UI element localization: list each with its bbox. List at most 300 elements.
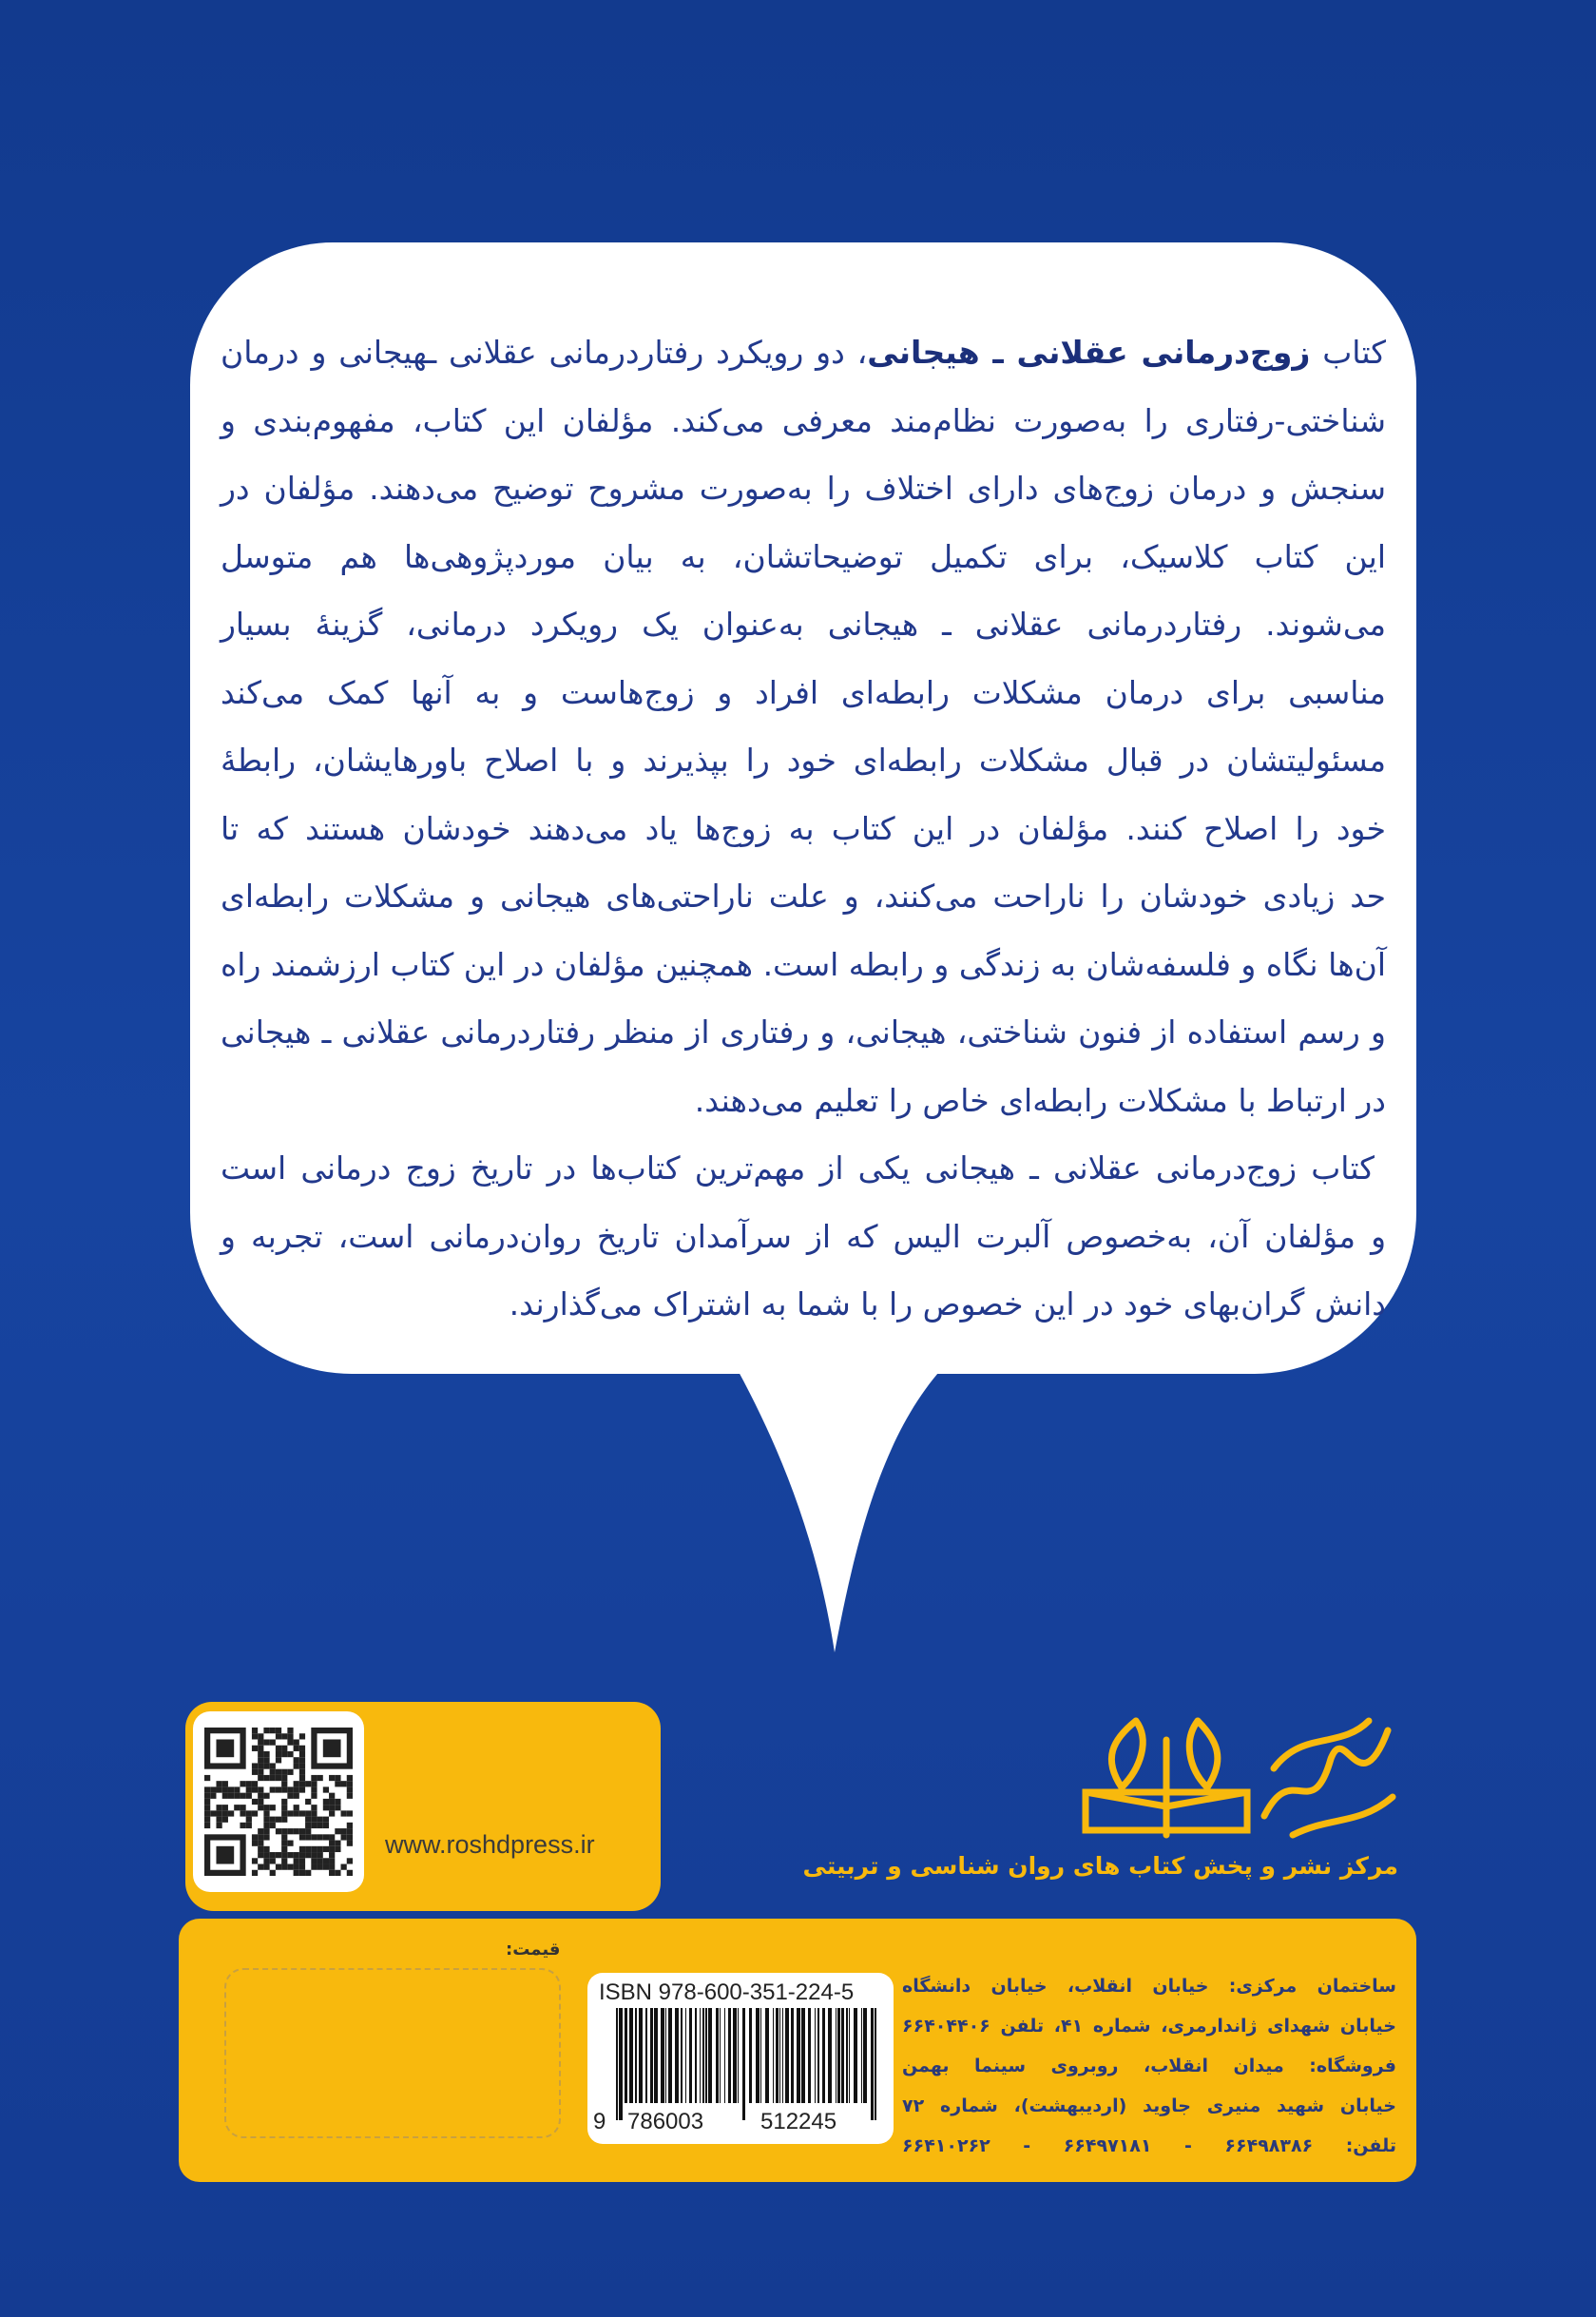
qr-module	[263, 1828, 269, 1834]
qr-module	[329, 1799, 335, 1805]
description-line: این کتاب کلاسیک، برای تکمیل توضیحاتشان، به بیان موردپژوهی‌ها هم متوسل	[221, 537, 1386, 575]
qr-module	[204, 1823, 210, 1828]
barcode-bar	[619, 2008, 623, 2120]
barcode-bar	[700, 2008, 701, 2103]
qr-module	[263, 1846, 269, 1852]
qr-module	[216, 1810, 221, 1816]
qr-module	[287, 1786, 293, 1792]
qr-module	[276, 1864, 281, 1870]
qr-module	[281, 1852, 287, 1858]
qr-module	[299, 1846, 305, 1852]
qr-module	[281, 1799, 287, 1805]
qr-module	[263, 1810, 269, 1816]
qr-module	[287, 1751, 293, 1757]
qr-module	[204, 1805, 210, 1810]
barcode-bar	[681, 2008, 683, 2103]
qr-module	[341, 1781, 347, 1786]
barcode-bar	[708, 2008, 712, 2103]
barcode-bar	[675, 2008, 679, 2103]
qr-module	[246, 1823, 252, 1828]
description-line: و رسم استفاده از فنون شناختی، هیجانی، و رفتاری از منظر رفتاردرمانی عقلانی ـ هیجانی	[221, 1014, 1386, 1051]
qr-module	[347, 1786, 353, 1792]
qr-module	[270, 1739, 276, 1745]
qr-module	[294, 1828, 299, 1834]
qr-module	[299, 1763, 305, 1768]
qr-module	[323, 1786, 329, 1792]
barcode-bar	[716, 2008, 719, 2103]
qr-module	[329, 1775, 335, 1781]
qr-module	[276, 1786, 281, 1792]
qr-module	[347, 1781, 353, 1786]
barcode-bar	[871, 2008, 874, 2120]
qr-module	[329, 1846, 335, 1852]
qr-module	[252, 1858, 258, 1863]
text-segment: کتاب	[1310, 334, 1386, 371]
qr-module	[294, 1852, 299, 1858]
barcode-bar	[733, 2008, 737, 2103]
qr-module	[299, 1852, 305, 1858]
barcode-bar	[685, 2008, 686, 2103]
qr-module	[263, 1858, 269, 1863]
barcode-digit: 9	[593, 2109, 606, 2134]
price-label: قیمت:	[506, 1940, 561, 1960]
barcode-bar	[705, 2008, 707, 2103]
qr-module	[294, 1858, 299, 1863]
qr-module	[323, 1799, 329, 1805]
qr-module	[276, 1852, 281, 1858]
qr-module	[347, 1810, 353, 1816]
qr-module	[222, 1817, 228, 1823]
description-line: و مؤلفان آن، به‌خصوص آلبرت الیس که از سرآمدان تاریخ روان‌درمانی است، تجربه و	[221, 1217, 1386, 1255]
qr-module	[258, 1852, 263, 1858]
qr-module	[263, 1763, 269, 1768]
qr-module	[299, 1733, 305, 1739]
qr-module	[311, 1864, 317, 1870]
qr-module	[281, 1769, 287, 1775]
qr-module	[270, 1823, 276, 1828]
qr-module	[216, 1786, 221, 1792]
qr-module	[341, 1864, 347, 1870]
qr-module	[258, 1864, 263, 1870]
qr-module	[335, 1805, 340, 1810]
qr-module	[281, 1775, 287, 1781]
qr-module	[216, 1781, 221, 1786]
qr-module	[270, 1728, 276, 1733]
qr-module	[305, 1823, 311, 1828]
qr-module	[341, 1834, 347, 1840]
qr-module	[299, 1781, 305, 1786]
qr-module	[317, 1823, 323, 1828]
qr-module	[299, 1864, 305, 1870]
qr-module	[299, 1786, 305, 1792]
qr-module	[263, 1834, 269, 1840]
qr-module	[258, 1799, 263, 1805]
barcode-bar	[782, 2008, 783, 2103]
qr-module	[222, 1793, 228, 1799]
description-line	[221, 319, 1386, 387]
qr-module	[252, 1769, 258, 1775]
qr-module	[287, 1728, 293, 1733]
qr-module	[258, 1763, 263, 1768]
qr-module	[311, 1793, 317, 1799]
qr-module	[240, 1793, 245, 1799]
barcode-bar	[776, 2008, 779, 2103]
qr-module	[204, 1775, 210, 1781]
qr-module	[294, 1810, 299, 1816]
qr-module	[305, 1852, 311, 1858]
barcode-bar	[837, 2008, 840, 2103]
qr-module	[311, 1810, 317, 1816]
qr-module	[246, 1810, 252, 1816]
qr-module	[311, 1834, 317, 1840]
qr-module	[204, 1786, 210, 1792]
barcode-bar	[689, 2008, 692, 2103]
price-box	[224, 1968, 561, 2138]
barcode-bar	[863, 2008, 867, 2103]
barcode-bar	[625, 2008, 627, 2103]
barcode-bar	[749, 2008, 752, 2103]
qr-module	[335, 1799, 340, 1805]
qr-module	[305, 1846, 311, 1852]
qr-module	[329, 1793, 335, 1799]
barcode-digit: 512245	[760, 2109, 837, 2134]
qr-module	[281, 1846, 287, 1852]
qr-module	[281, 1858, 287, 1863]
qr-module	[294, 1781, 299, 1786]
qr-module	[281, 1786, 287, 1792]
description-line: دانش گران‌بهای خود در این خصوص را با شما به اشتراک می‌گذارند.	[509, 1285, 1386, 1323]
qr-module	[281, 1746, 287, 1751]
qr-module	[270, 1870, 276, 1876]
barcode-bar	[822, 2008, 825, 2103]
qr-module	[323, 1846, 329, 1852]
qr-module	[305, 1834, 311, 1840]
qr-module	[263, 1852, 269, 1858]
address-line: خیابان شهید منیری جاوید (اردیبهشت)، شماره ۷۲	[902, 2095, 1396, 2116]
barcode-bar	[650, 2008, 653, 2103]
qr-module	[276, 1769, 281, 1775]
description-line: خود را اصلاح کنند. مؤلفان در این کتاب به زوج‌ها یاد می‌دهند خودشان هستند که تا	[221, 809, 1386, 847]
qr-module	[263, 1739, 269, 1745]
qr-module	[329, 1841, 335, 1846]
book-description	[221, 319, 1386, 1339]
barcode-bar	[629, 2008, 633, 2103]
qr-module	[258, 1846, 263, 1852]
barcode-bar	[635, 2008, 637, 2103]
qr-module	[258, 1828, 263, 1834]
barcode-bar	[815, 2008, 816, 2103]
barcode-digit: 786003	[627, 2109, 704, 2134]
barcode	[608, 2008, 884, 2122]
qr-module	[335, 1828, 340, 1834]
qr-module	[305, 1870, 311, 1876]
qr-module	[294, 1864, 299, 1870]
qr-module	[204, 1817, 210, 1823]
qr-module	[270, 1858, 276, 1863]
qr-module	[323, 1834, 329, 1840]
qr-module	[311, 1823, 317, 1828]
qr-module	[263, 1775, 269, 1781]
qr-module	[240, 1805, 245, 1810]
qr-module	[294, 1739, 299, 1745]
barcode-bar	[724, 2008, 725, 2103]
description-line: می‌شوند. رفتاردرمانی عقلانی ـ هیجانی به‌عنوان یک رویکرد درمانی، گزینهٔ بسیار	[221, 606, 1386, 643]
barcode-bar	[801, 2008, 805, 2103]
qr-module	[258, 1751, 263, 1757]
qr-module	[347, 1775, 353, 1781]
barcode-bar	[616, 2008, 618, 2120]
qr-module	[281, 1781, 287, 1786]
website-link[interactable]: www.roshdpress.ir	[385, 1830, 595, 1859]
qr-module	[276, 1817, 281, 1823]
qr-module	[294, 1757, 299, 1763]
qr-module	[335, 1870, 340, 1876]
qr-module	[252, 1786, 258, 1792]
qr-module	[216, 1823, 221, 1828]
qr-module	[317, 1846, 323, 1852]
qr-module	[323, 1823, 329, 1828]
qr-module	[258, 1786, 263, 1792]
description-line: شناختی-رفتاری را به‌صورت نظام‌مند معرفی می‌کند. مؤلفان این کتاب، مفهوم‌بندی و	[221, 401, 1386, 439]
barcode-bar	[875, 2008, 876, 2120]
qr-module	[281, 1817, 287, 1823]
qr-module	[222, 1805, 228, 1810]
qr-module	[311, 1805, 317, 1810]
barcode-bar	[742, 2008, 745, 2120]
qr-module	[281, 1834, 287, 1840]
qr-module	[258, 1805, 263, 1810]
barcode-bar	[779, 2008, 780, 2103]
publisher-tagline: مرکز نشر و پخش کتاب های روان شناسی و تربیتی	[802, 1852, 1398, 1880]
qr-module	[329, 1852, 335, 1858]
qr-module	[299, 1775, 305, 1781]
qr-module	[317, 1817, 323, 1823]
qr-module	[276, 1757, 281, 1763]
qr-module	[299, 1757, 305, 1763]
qr-module	[234, 1786, 240, 1792]
barcode-bar	[661, 2008, 664, 2103]
qr-module	[299, 1746, 305, 1751]
barcode-bar	[854, 2008, 857, 2103]
qr-module	[294, 1793, 299, 1799]
qr-module	[329, 1834, 335, 1840]
address-line: تلفن: ۶۶۴۹۸۳۸۶ - ۶۶۴۹۷۱۸۱ - ۶۶۴۱۰۲۶۲	[902, 2135, 1396, 2156]
qr-module	[323, 1864, 329, 1870]
qr-module	[335, 1846, 340, 1852]
description-line: سنجش و درمان زوج‌های دارای اختلاف را به‌صورت مشروح توضیح می‌دهند. مؤلفان در	[221, 470, 1386, 507]
qr-module	[294, 1870, 299, 1876]
qr-module	[258, 1841, 263, 1846]
qr-module	[270, 1852, 276, 1858]
qr-module	[287, 1841, 293, 1846]
qr-module	[317, 1775, 323, 1781]
qr-module	[294, 1746, 299, 1751]
isbn-number: ISBN 978-600-351-224-5	[599, 1979, 855, 2005]
qr-module	[305, 1810, 311, 1816]
barcode-bar	[849, 2008, 850, 2103]
qr-module	[258, 1733, 263, 1739]
qr-module	[299, 1834, 305, 1840]
qr-module	[240, 1823, 245, 1828]
barcode-bar	[785, 2008, 789, 2103]
book-title: زوج‌درمانی عقلانی ـ هیجانی	[867, 334, 1311, 371]
qr-module	[252, 1728, 258, 1733]
qr-module	[341, 1828, 347, 1834]
barcode-bar	[728, 2008, 731, 2103]
address-line: فروشگاه: میدان انقلاب، روبروی سینما بهمن	[902, 2056, 1396, 2076]
barcode-bar	[791, 2008, 794, 2103]
qr-module	[276, 1728, 281, 1733]
qr-module	[276, 1746, 281, 1751]
barcode-bar	[760, 2008, 761, 2103]
qr-module	[252, 1763, 258, 1768]
qr-module	[281, 1733, 287, 1739]
address-line: خیابان شهدای ژاندارمری، شماره ۴۱، تلفن ۶۶۴۰۴۴۰۶	[902, 2016, 1396, 2037]
qr-module	[240, 1781, 245, 1786]
qr-module	[240, 1810, 245, 1816]
qr-module	[258, 1793, 263, 1799]
qr-module	[335, 1841, 340, 1846]
qr-module	[299, 1858, 305, 1863]
publisher-logo	[1074, 1702, 1402, 1844]
qr-module	[281, 1810, 287, 1816]
barcode-bar	[841, 2008, 844, 2103]
qr-module	[234, 1805, 240, 1810]
barcode-bar	[828, 2008, 832, 2103]
qr-module	[276, 1828, 281, 1834]
qr-module	[276, 1751, 281, 1757]
barcode-bar	[756, 2008, 760, 2103]
description-line: کتاب زوج‌درمانی عقلانی ـ هیجانی یکی از مهم‌ترین کتاب‌ها در تاریخ زوج درمانی است	[221, 1149, 1375, 1187]
qr-module	[228, 1810, 234, 1816]
qr-module	[204, 1799, 210, 1805]
qr-module	[287, 1733, 293, 1739]
qr-module	[311, 1846, 317, 1852]
qr-module	[281, 1841, 287, 1846]
description-line: در ارتباط با مشکلات رابطه‌ای خاص را تعلیم می‌دهند.	[694, 1081, 1386, 1119]
qr-module	[252, 1746, 258, 1751]
qr-module	[258, 1834, 263, 1840]
qr-module	[329, 1858, 335, 1863]
qr-module	[210, 1793, 216, 1799]
qr-module	[252, 1799, 258, 1805]
qr-module	[252, 1834, 258, 1840]
qr-module	[263, 1757, 269, 1763]
qr-module	[311, 1786, 317, 1792]
qr-module	[276, 1775, 281, 1781]
barcode-bar	[773, 2008, 774, 2103]
barcode-bar	[668, 2008, 672, 2103]
qr-module	[281, 1828, 287, 1834]
qr-module	[299, 1828, 305, 1834]
qr-module	[270, 1817, 276, 1823]
qr-module	[216, 1805, 221, 1810]
publisher-address	[902, 1966, 1396, 2166]
qr-module	[246, 1793, 252, 1799]
qr-module	[287, 1739, 293, 1745]
qr-module	[246, 1781, 252, 1786]
text-segment: ، دو رویکرد رفتاردرمانی عقلانی ـهیجانی و درمان	[221, 334, 868, 371]
qr-module	[329, 1870, 335, 1876]
qr-module	[317, 1834, 323, 1840]
qr-module	[294, 1805, 299, 1810]
qr-module	[329, 1805, 335, 1810]
qr-module	[329, 1810, 335, 1816]
qr-module	[347, 1870, 353, 1876]
qr-module	[311, 1817, 317, 1823]
qr-module	[323, 1817, 329, 1823]
barcode-bar	[817, 2008, 819, 2103]
qr-code[interactable]	[204, 1723, 353, 1881]
qr-module	[258, 1746, 263, 1751]
qr-module	[287, 1769, 293, 1775]
barcode-bar	[861, 2008, 862, 2103]
qr-module	[270, 1775, 276, 1781]
qr-module	[258, 1769, 263, 1775]
barcode-bar	[738, 2008, 739, 2103]
qr-finder	[216, 1846, 234, 1864]
qr-module	[347, 1841, 353, 1846]
barcode-bar	[639, 2008, 643, 2103]
qr-module	[252, 1870, 258, 1876]
qr-module	[258, 1775, 263, 1781]
qr-module	[299, 1751, 305, 1757]
qr-module	[317, 1858, 323, 1863]
qr-module	[287, 1793, 293, 1799]
qr-module	[305, 1828, 311, 1834]
qr-module	[263, 1793, 269, 1799]
qr-module	[311, 1775, 317, 1781]
qr-module	[317, 1864, 323, 1870]
qr-module	[305, 1799, 311, 1805]
qr-module	[281, 1805, 287, 1810]
qr-module	[299, 1870, 305, 1876]
qr-module	[287, 1864, 293, 1870]
qr-module	[270, 1805, 276, 1810]
qr-module	[263, 1805, 269, 1810]
barcode-bar	[645, 2008, 647, 2103]
qr-module	[287, 1852, 293, 1858]
qr-module	[323, 1858, 329, 1863]
barcode-bar	[665, 2008, 666, 2103]
barcode-bar	[720, 2008, 721, 2103]
qr-module	[347, 1793, 353, 1799]
qr-module	[294, 1763, 299, 1768]
qr-module	[228, 1786, 234, 1792]
qr-module	[294, 1786, 299, 1792]
qr-module	[347, 1858, 353, 1863]
qr-module	[258, 1739, 263, 1745]
barcode-bar	[702, 2008, 704, 2103]
qr-module	[263, 1823, 269, 1828]
barcode-bar	[797, 2008, 800, 2103]
qr-module	[281, 1751, 287, 1757]
qr-module	[311, 1781, 317, 1786]
barcode-bar	[695, 2008, 697, 2103]
qr-module	[276, 1733, 281, 1739]
qr-module	[246, 1786, 252, 1792]
qr-module	[335, 1781, 340, 1786]
qr-module	[228, 1793, 234, 1799]
description-line: آن‌ها نگاه و فلسفه‌شان به زندگی و رابطه است. همچنین مؤلفان در این کتاب ارزشمند راه	[221, 945, 1386, 983]
qr-module	[263, 1864, 269, 1870]
qr-module	[347, 1823, 353, 1828]
qr-module	[210, 1810, 216, 1816]
qr-module	[222, 1786, 228, 1792]
qr-module	[347, 1834, 353, 1840]
qr-module	[299, 1810, 305, 1816]
qr-module	[311, 1852, 317, 1858]
